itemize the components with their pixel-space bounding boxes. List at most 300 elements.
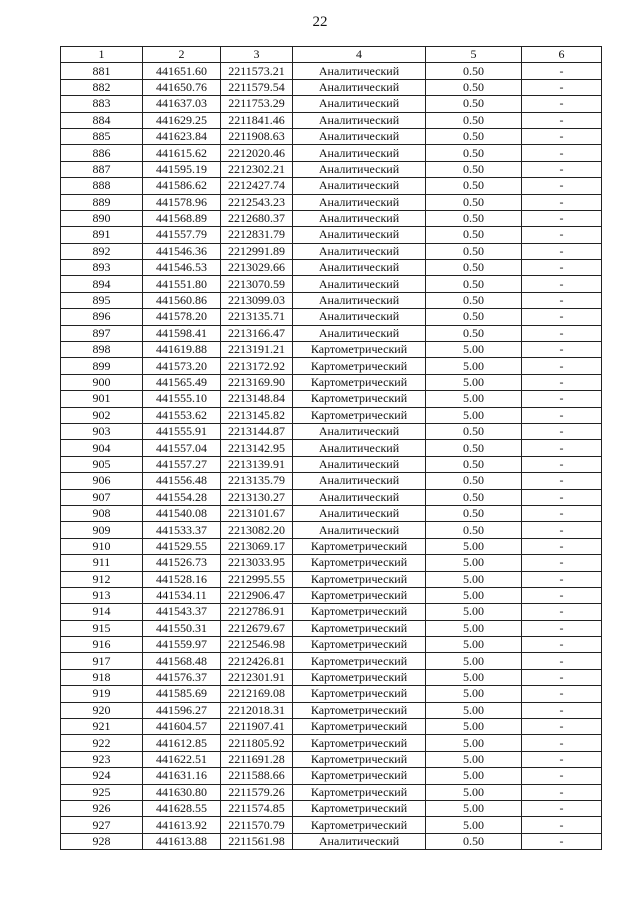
table-cell: 5.00	[426, 587, 522, 603]
table-cell: -	[522, 342, 602, 358]
table-cell: -	[522, 637, 602, 653]
table-cell: 0.50	[426, 128, 522, 144]
table-row	[61, 456, 602, 472]
table-cell: 5.00	[426, 702, 522, 718]
table-cell: 0.50	[426, 440, 522, 456]
table-row	[61, 522, 602, 538]
table-cell: 910	[61, 538, 143, 554]
table-cell: 5.00	[426, 768, 522, 784]
table-cell: Аналитический	[293, 505, 426, 521]
table-cell: 441573.20	[143, 358, 221, 374]
table-cell: -	[522, 571, 602, 587]
table-row	[61, 210, 602, 226]
table-cell: 441560.86	[143, 292, 221, 308]
table-cell: 923	[61, 751, 143, 767]
table-row	[61, 194, 602, 210]
table-cell: 2213033.95	[221, 555, 293, 571]
table-cell: Аналитический	[293, 522, 426, 538]
table-cell: 5.00	[426, 669, 522, 685]
table-cell: 899	[61, 358, 143, 374]
table-cell: -	[522, 325, 602, 341]
table-cell: 5.00	[426, 653, 522, 669]
table-cell: -	[522, 145, 602, 161]
table-cell: 883	[61, 96, 143, 112]
table-cell: 0.50	[426, 79, 522, 95]
table-row	[61, 440, 602, 456]
table-cell: 928	[61, 833, 143, 849]
table-cell: 2211570.79	[221, 817, 293, 833]
table-cell: 0.50	[426, 260, 522, 276]
table-cell: 5.00	[426, 571, 522, 587]
table-cell: 2212680.37	[221, 210, 293, 226]
table-cell: Аналитический	[293, 161, 426, 177]
table-cell: Картометрический	[293, 342, 426, 358]
table-cell: 891	[61, 227, 143, 243]
table-cell: 911	[61, 555, 143, 571]
table-cell: 2212786.91	[221, 604, 293, 620]
coordinates-table	[60, 46, 602, 850]
table-cell: Аналитический	[293, 456, 426, 472]
table-cell: 895	[61, 292, 143, 308]
table-cell: -	[522, 620, 602, 636]
table-cell: 901	[61, 391, 143, 407]
table-cell: -	[522, 669, 602, 685]
table-cell: 2211907.41	[221, 719, 293, 735]
table-cell: 892	[61, 243, 143, 259]
table-cell: 916	[61, 637, 143, 653]
table-cell: 908	[61, 505, 143, 521]
table-cell: -	[522, 407, 602, 423]
table-cell: 0.50	[426, 309, 522, 325]
table-cell: Картометрический	[293, 817, 426, 833]
table-cell: -	[522, 489, 602, 505]
table-row	[61, 833, 602, 849]
table-cell: 5.00	[426, 374, 522, 390]
table-cell: 890	[61, 210, 143, 226]
table-cell: Аналитический	[293, 194, 426, 210]
table-cell: 0.50	[426, 96, 522, 112]
table-cell: Картометрический	[293, 784, 426, 800]
table-row	[61, 817, 602, 833]
table-cell: -	[522, 833, 602, 849]
table-cell: -	[522, 128, 602, 144]
table-cell: 0.50	[426, 833, 522, 849]
table-cell: 927	[61, 817, 143, 833]
table-cell: 441568.89	[143, 210, 221, 226]
table-cell: 441619.88	[143, 342, 221, 358]
table-row	[61, 555, 602, 571]
table-row	[61, 391, 602, 407]
table-row	[61, 112, 602, 128]
table-body	[61, 63, 602, 850]
column-header: 2	[143, 47, 221, 63]
table-cell: 5.00	[426, 358, 522, 374]
table-cell: 2213148.84	[221, 391, 293, 407]
table-cell: 5.00	[426, 555, 522, 571]
table-cell: 2213130.27	[221, 489, 293, 505]
table-cell: 912	[61, 571, 143, 587]
column-header: 6	[522, 47, 602, 63]
table-cell: 0.50	[426, 473, 522, 489]
table-cell: 441578.20	[143, 309, 221, 325]
table-row	[61, 620, 602, 636]
table-cell: 0.50	[426, 456, 522, 472]
table-cell: 5.00	[426, 800, 522, 816]
table-row	[61, 473, 602, 489]
table-cell: Аналитический	[293, 178, 426, 194]
table-cell: -	[522, 817, 602, 833]
table-cell: 441628.55	[143, 800, 221, 816]
table-cell: 441595.19	[143, 161, 221, 177]
table-cell: 441551.80	[143, 276, 221, 292]
table-cell: 0.50	[426, 194, 522, 210]
table-cell: 5.00	[426, 735, 522, 751]
table-cell: Картометрический	[293, 686, 426, 702]
table-cell: 441613.92	[143, 817, 221, 833]
table-cell: Аналитический	[293, 473, 426, 489]
table-row	[61, 178, 602, 194]
table-cell: 922	[61, 735, 143, 751]
table-cell: 5.00	[426, 751, 522, 767]
table-cell: 924	[61, 768, 143, 784]
table-cell: 0.50	[426, 292, 522, 308]
page-number: 22	[312, 14, 328, 30]
table-cell: 441540.08	[143, 505, 221, 521]
table-cell: 441565.49	[143, 374, 221, 390]
table-cell: 915	[61, 620, 143, 636]
table-cell: Картометрический	[293, 374, 426, 390]
table-cell: 441568.48	[143, 653, 221, 669]
table-cell: 925	[61, 784, 143, 800]
table-cell: -	[522, 719, 602, 735]
table-cell: Аналитический	[293, 833, 426, 849]
table-row	[61, 571, 602, 587]
table-cell: 919	[61, 686, 143, 702]
table-cell: -	[522, 161, 602, 177]
table-cell: Аналитический	[293, 210, 426, 226]
table-row	[61, 243, 602, 259]
table-cell: 2213142.95	[221, 440, 293, 456]
table-cell: Картометрический	[293, 751, 426, 767]
table-cell: -	[522, 309, 602, 325]
table-row	[61, 669, 602, 685]
table-cell: 441557.27	[143, 456, 221, 472]
column-header: 4	[293, 47, 426, 63]
table-cell: Картометрический	[293, 391, 426, 407]
table-cell: -	[522, 522, 602, 538]
table-cell: -	[522, 456, 602, 472]
table-cell: 441612.85	[143, 735, 221, 751]
table-row	[61, 587, 602, 603]
table-cell: 2213135.71	[221, 309, 293, 325]
table-cell: 913	[61, 587, 143, 603]
table-row	[61, 96, 602, 112]
table-cell: Картометрический	[293, 571, 426, 587]
table-cell: 0.50	[426, 145, 522, 161]
table-cell: 0.50	[426, 522, 522, 538]
table-cell: Аналитический	[293, 227, 426, 243]
table-cell: 441550.31	[143, 620, 221, 636]
table-cell: 2211573.21	[221, 63, 293, 79]
table-cell: -	[522, 735, 602, 751]
table-cell: 906	[61, 473, 143, 489]
table-cell: -	[522, 374, 602, 390]
table-cell: -	[522, 194, 602, 210]
table-cell: Картометрический	[293, 735, 426, 751]
table-cell: Аналитический	[293, 96, 426, 112]
table-cell: 441546.53	[143, 260, 221, 276]
table-cell: 897	[61, 325, 143, 341]
table-row	[61, 342, 602, 358]
table-cell: 885	[61, 128, 143, 144]
table-cell: 2211805.92	[221, 735, 293, 751]
table-cell: 2212831.79	[221, 227, 293, 243]
table-header-row	[61, 47, 602, 63]
table-cell: 2213139.91	[221, 456, 293, 472]
table-cell: -	[522, 260, 602, 276]
table-cell: Аналитический	[293, 292, 426, 308]
table-cell: 2211579.54	[221, 79, 293, 95]
table-cell: 2212169.08	[221, 686, 293, 702]
table-cell: 441559.97	[143, 637, 221, 653]
table-cell: 2213144.87	[221, 423, 293, 439]
table-row	[61, 637, 602, 653]
table-cell: -	[522, 702, 602, 718]
table-cell: 2212018.31	[221, 702, 293, 718]
table-cell: 907	[61, 489, 143, 505]
table-row	[61, 538, 602, 554]
table-cell: 881	[61, 63, 143, 79]
table-cell: -	[522, 227, 602, 243]
table-cell: -	[522, 440, 602, 456]
table-cell: 441553.62	[143, 407, 221, 423]
table-cell: 0.50	[426, 243, 522, 259]
table-cell: 441637.03	[143, 96, 221, 112]
table-cell: 441576.37	[143, 669, 221, 685]
table-row	[61, 325, 602, 341]
table-cell: 441526.73	[143, 555, 221, 571]
table-cell: -	[522, 391, 602, 407]
table-cell: 2212995.55	[221, 571, 293, 587]
table-cell: 2212427.74	[221, 178, 293, 194]
table-cell: 441586.62	[143, 178, 221, 194]
table-cell: 441555.10	[143, 391, 221, 407]
table-cell: -	[522, 604, 602, 620]
table-cell: 5.00	[426, 604, 522, 620]
table-cell: 904	[61, 440, 143, 456]
table-cell: 441604.57	[143, 719, 221, 735]
table-cell: Аналитический	[293, 79, 426, 95]
table-cell: 441556.48	[143, 473, 221, 489]
table-row	[61, 309, 602, 325]
table-cell: 2212906.47	[221, 587, 293, 603]
table-cell: 5.00	[426, 686, 522, 702]
table-cell: 441529.55	[143, 538, 221, 554]
table-cell: 0.50	[426, 276, 522, 292]
table-cell: -	[522, 178, 602, 194]
table-cell: -	[522, 358, 602, 374]
table-cell: 0.50	[426, 112, 522, 128]
table-cell: Аналитический	[293, 63, 426, 79]
table-cell: 0.50	[426, 505, 522, 521]
table-cell: 905	[61, 456, 143, 472]
table-cell: -	[522, 96, 602, 112]
table-cell: 2211908.63	[221, 128, 293, 144]
table-cell: -	[522, 79, 602, 95]
table-cell: -	[522, 63, 602, 79]
table-cell: Аналитический	[293, 260, 426, 276]
table-cell: 2213099.03	[221, 292, 293, 308]
table-cell: 441598.41	[143, 325, 221, 341]
table-cell: 2213101.67	[221, 505, 293, 521]
table-cell: 441528.16	[143, 571, 221, 587]
table-cell: Картометрический	[293, 407, 426, 423]
table-cell: 441651.60	[143, 63, 221, 79]
table-cell: 2213082.20	[221, 522, 293, 538]
table-cell: 2211588.66	[221, 768, 293, 784]
table-cell: 441546.36	[143, 243, 221, 259]
table-cell: Картометрический	[293, 768, 426, 784]
table-cell: 441585.69	[143, 686, 221, 702]
table-row	[61, 63, 602, 79]
table-row	[61, 423, 602, 439]
table-cell: 896	[61, 309, 143, 325]
table-cell: 0.50	[426, 489, 522, 505]
table-row	[61, 292, 602, 308]
table-cell: 2213070.59	[221, 276, 293, 292]
table-cell: Аналитический	[293, 112, 426, 128]
table-cell: 903	[61, 423, 143, 439]
table-cell: 2212546.98	[221, 637, 293, 653]
table-cell: Аналитический	[293, 325, 426, 341]
table-row	[61, 227, 602, 243]
table-cell: Картометрический	[293, 719, 426, 735]
table-cell: Аналитический	[293, 440, 426, 456]
table-cell: Картометрический	[293, 587, 426, 603]
table-row	[61, 800, 602, 816]
table-row	[61, 276, 602, 292]
table-cell: 441534.11	[143, 587, 221, 603]
table-cell: 2212301.91	[221, 669, 293, 685]
table-cell: 884	[61, 112, 143, 128]
table-row	[61, 374, 602, 390]
table-cell: 441613.88	[143, 833, 221, 849]
table-cell: 441650.76	[143, 79, 221, 95]
table-cell: 0.50	[426, 210, 522, 226]
table-cell: 441622.51	[143, 751, 221, 767]
table-cell: 2211579.26	[221, 784, 293, 800]
table-cell: 2211561.98	[221, 833, 293, 849]
table-cell: 926	[61, 800, 143, 816]
table-cell: Картометрический	[293, 653, 426, 669]
table-cell: 882	[61, 79, 143, 95]
table-cell: 441578.96	[143, 194, 221, 210]
table-cell: -	[522, 686, 602, 702]
table-cell: -	[522, 292, 602, 308]
table-cell: 5.00	[426, 817, 522, 833]
table-cell: 5.00	[426, 407, 522, 423]
table-cell: 2211574.85	[221, 800, 293, 816]
table-cell: 2212543.23	[221, 194, 293, 210]
table-cell: 441555.91	[143, 423, 221, 439]
table-cell: 898	[61, 342, 143, 358]
table-cell: 441623.84	[143, 128, 221, 144]
table-cell: 5.00	[426, 342, 522, 358]
table-cell: 0.50	[426, 178, 522, 194]
table-cell: 441630.80	[143, 784, 221, 800]
table-cell: 2213145.82	[221, 407, 293, 423]
table-cell: 0.50	[426, 423, 522, 439]
table-cell: Картометрический	[293, 358, 426, 374]
table-cell: 887	[61, 161, 143, 177]
table-cell: Картометрический	[293, 702, 426, 718]
table-cell: 902	[61, 407, 143, 423]
table-row	[61, 489, 602, 505]
table-cell: 5.00	[426, 538, 522, 554]
table-cell: 2212426.81	[221, 653, 293, 669]
table-row	[61, 128, 602, 144]
table-cell: Картометрический	[293, 800, 426, 816]
table-cell: Картометрический	[293, 620, 426, 636]
table-cell: Картометрический	[293, 637, 426, 653]
table-cell: 441557.04	[143, 440, 221, 456]
table-cell: Аналитический	[293, 309, 426, 325]
table-cell: -	[522, 473, 602, 489]
table-cell: -	[522, 210, 602, 226]
table-cell: -	[522, 784, 602, 800]
table-row	[61, 719, 602, 735]
table-cell: 893	[61, 260, 143, 276]
table-cell: 918	[61, 669, 143, 685]
table-cell: 441557.79	[143, 227, 221, 243]
table-cell: 894	[61, 276, 143, 292]
table-cell: 921	[61, 719, 143, 735]
table-cell: Картометрический	[293, 604, 426, 620]
table-cell: 886	[61, 145, 143, 161]
table-cell: -	[522, 112, 602, 128]
table-cell: Аналитический	[293, 423, 426, 439]
table-cell: Аналитический	[293, 243, 426, 259]
table-cell: Аналитический	[293, 489, 426, 505]
table-cell: -	[522, 768, 602, 784]
table-cell: 441631.16	[143, 768, 221, 784]
table-cell: 441615.62	[143, 145, 221, 161]
table-cell: Аналитический	[293, 145, 426, 161]
table-cell: 2213135.79	[221, 473, 293, 489]
table-cell: -	[522, 538, 602, 554]
table-cell: 441554.28	[143, 489, 221, 505]
table-row	[61, 702, 602, 718]
table-cell: 0.50	[426, 227, 522, 243]
column-header: 5	[426, 47, 522, 63]
table-cell: -	[522, 243, 602, 259]
table-cell: 900	[61, 374, 143, 390]
table-row	[61, 653, 602, 669]
table-row	[61, 407, 602, 423]
table-cell: 889	[61, 194, 143, 210]
table-cell: 2212302.21	[221, 161, 293, 177]
table-cell: 5.00	[426, 391, 522, 407]
table-cell: 920	[61, 702, 143, 718]
table-cell: 914	[61, 604, 143, 620]
table-cell: 2213069.17	[221, 538, 293, 554]
table-cell: 0.50	[426, 325, 522, 341]
table-cell: -	[522, 276, 602, 292]
table-cell: 2211753.29	[221, 96, 293, 112]
table-cell: 2213172.92	[221, 358, 293, 374]
table-cell: 5.00	[426, 620, 522, 636]
table-cell: -	[522, 423, 602, 439]
